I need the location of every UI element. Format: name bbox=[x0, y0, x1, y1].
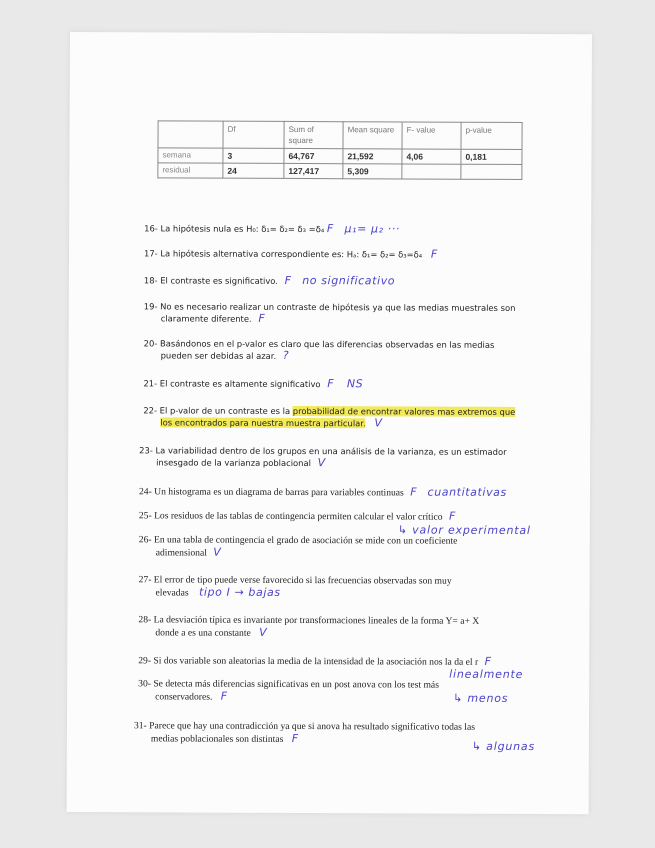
question-text: 30- Se detecta más diferencias significativas en un post anova con los test más bbox=[138, 678, 439, 691]
question-text: 17- La hipótesis alternativa correspondiente es: Hₐ: δ₁= δ₂= δ₃=δ₄ bbox=[144, 248, 423, 260]
question-17 bbox=[144, 247, 438, 260]
handwritten-note: ↳ algunas bbox=[471, 739, 536, 754]
table-header-cell bbox=[158, 121, 223, 148]
question-20 bbox=[144, 337, 495, 363]
handwritten-note: ↳ valor experimental bbox=[397, 523, 531, 538]
answer-mark: F bbox=[284, 273, 292, 287]
handwritten-note: NS bbox=[346, 377, 364, 391]
table-header-row bbox=[158, 121, 522, 150]
anova-table bbox=[157, 120, 522, 180]
answer-mark: F bbox=[410, 485, 418, 499]
question-text: 16- La hipótesis nula es H₀: δ₁= δ₂= δ₃ =δ₄ bbox=[144, 223, 325, 235]
answer-mark: V bbox=[317, 456, 326, 470]
question-16 bbox=[144, 222, 400, 235]
question-text-continued: claramente diferente. bbox=[160, 313, 252, 324]
answer-mark: V bbox=[374, 416, 383, 430]
handwritten-note: tipo I → bajas bbox=[198, 585, 281, 599]
question-text: 22- El p-valor de un contraste es la bbox=[143, 405, 293, 416]
question-18 bbox=[144, 274, 395, 287]
table-header-cell: Df bbox=[223, 121, 284, 148]
table-cell: 3 bbox=[223, 148, 284, 163]
highlighted-text: los encontrados para nuestra muestra particular. bbox=[160, 417, 366, 429]
handwritten-note: cuantitativas bbox=[427, 485, 507, 499]
question-text-continued: donde a es una constante bbox=[155, 627, 251, 639]
question-22 bbox=[143, 404, 515, 430]
question-text: 23- La variabilidad dentro de los grupos en una análisis de la varianza, es un estimador bbox=[139, 445, 507, 457]
question-29 bbox=[138, 654, 491, 669]
question-text: 20- Basándonos en el p-valor es claro que las diferencias observadas en las medias bbox=[143, 338, 495, 350]
question-24 bbox=[139, 485, 507, 500]
answer-mark: F bbox=[291, 731, 299, 746]
answer-mark: ? bbox=[282, 348, 290, 362]
handwritten-note: μ₁= μ₂ ··· bbox=[344, 222, 401, 236]
table-cell: 0,181 bbox=[461, 149, 522, 164]
question-30 bbox=[138, 678, 439, 704]
question-23 bbox=[139, 444, 507, 470]
table-header-cell: Mean square bbox=[343, 122, 402, 149]
handwritten-note: ↳ menos bbox=[453, 691, 509, 705]
answer-mark: F bbox=[327, 377, 335, 391]
highlighted-text: probabilidad de encontrar valores mas extremos que bbox=[292, 405, 516, 417]
table-cell: 127,417 bbox=[284, 163, 343, 178]
table-row bbox=[158, 163, 522, 180]
table-cell bbox=[402, 164, 461, 179]
handwritten-note: linealmente bbox=[449, 667, 524, 681]
handwritten-note: no significativo bbox=[302, 274, 396, 288]
question-text: 19- No es necesario realizar un contraste de hipótesis ya que las medias muestrales son bbox=[143, 301, 516, 313]
answer-mark: F bbox=[484, 654, 492, 668]
table-cell: semana bbox=[158, 148, 223, 163]
answer-mark: F bbox=[258, 311, 266, 325]
question-text-continued: insesgado de la varianza poblacional bbox=[156, 457, 311, 469]
question-text: 26- En una tabla de contingencia el grado de asociación se mide con un coeficiente bbox=[138, 534, 458, 547]
table-cell: 64,767 bbox=[284, 148, 343, 163]
table-row bbox=[158, 148, 522, 165]
answer-mark: V bbox=[259, 625, 268, 639]
question-26 bbox=[139, 534, 458, 560]
question-19 bbox=[144, 300, 516, 326]
answer-mark: F bbox=[448, 509, 456, 523]
question-text: 25- Los residuos de las tablas de contingencia permiten calcular el valor crítico bbox=[138, 510, 443, 523]
table-cell: 5,309 bbox=[343, 164, 402, 179]
question-text: 29- Si dos variable son aleatorias la media de la intensidad de la asociación nos la da el r bbox=[138, 655, 479, 668]
question-text-continued: pueden ser debidas al azar. bbox=[160, 350, 277, 361]
table-header-cell: Sum of square bbox=[284, 121, 343, 148]
question-text-continued: medias poblacionales son distintas bbox=[150, 733, 284, 745]
scanned-page bbox=[67, 32, 592, 814]
answer-mark: F bbox=[220, 689, 228, 703]
answer-mark: V bbox=[213, 545, 222, 559]
table-cell bbox=[461, 164, 522, 179]
table-cell: 21,592 bbox=[343, 149, 402, 164]
question-21 bbox=[143, 377, 363, 390]
question-text: 28- La desviación típica es invariante por transformaciones lineales de la forma Y= a+ X bbox=[138, 614, 480, 627]
question-text: 21- El contraste es altamente significativo bbox=[143, 378, 321, 390]
question-25 bbox=[139, 509, 456, 523]
question-31 bbox=[134, 720, 475, 746]
question-text: 31- Parece que hay una contradicción ya que si anova ha resultado significativo todas las bbox=[133, 720, 475, 733]
question-27 bbox=[139, 574, 452, 600]
question-text-continued: adimensional bbox=[155, 547, 207, 559]
answer-mark: F bbox=[430, 247, 438, 261]
table-header-cell: p-value bbox=[461, 122, 522, 149]
question-text: 18- El contraste es significativo. bbox=[143, 275, 278, 286]
question-text-continued: elevadas bbox=[155, 587, 189, 599]
question-text-continued: conservadores. bbox=[155, 691, 213, 703]
question-text: 27- El error de tipo puede verse favorecido si las frecuencias observadas son muy bbox=[138, 574, 452, 587]
question-text: 24- Un histograma es un diagrama de barras para variables continuas bbox=[138, 486, 404, 499]
table-cell: 24 bbox=[223, 163, 284, 178]
table-header-cell: F- value bbox=[402, 122, 461, 149]
question-28 bbox=[138, 614, 479, 640]
answer-mark: F bbox=[326, 222, 334, 236]
table-cell: 4,06 bbox=[402, 149, 461, 164]
table-cell: residual bbox=[158, 163, 223, 178]
